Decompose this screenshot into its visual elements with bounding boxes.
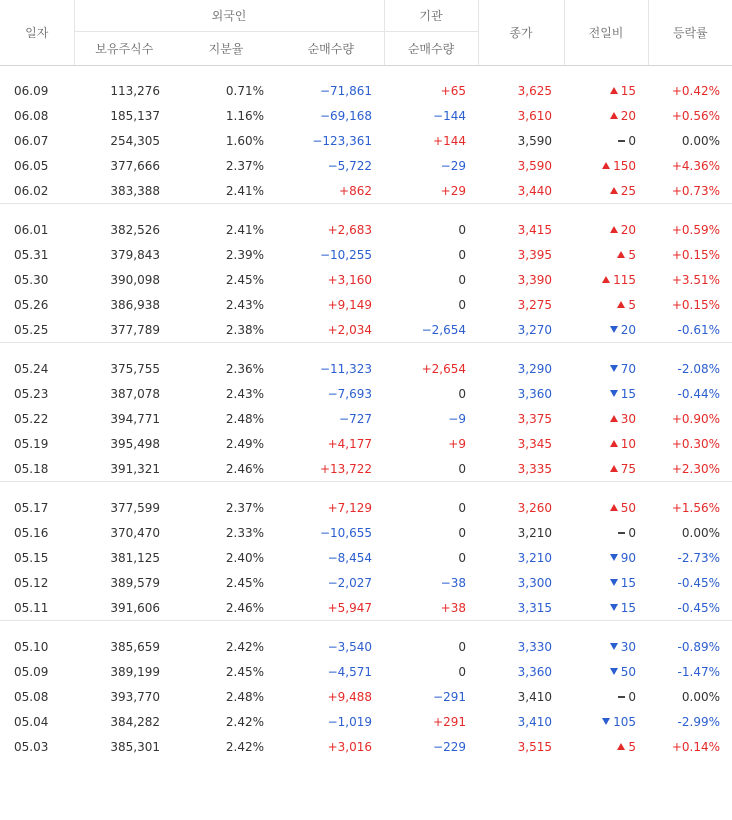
change-value: 50: [620, 500, 636, 515]
change-value: 50: [620, 664, 636, 679]
triangle-up-icon: [610, 504, 618, 511]
change-value: 15: [620, 83, 636, 98]
rate-cell: -0.89%: [677, 639, 720, 654]
triangle-up-icon: [602, 276, 610, 283]
close-price-cell: 3,390: [517, 272, 552, 287]
date-cell: 05.30: [14, 272, 49, 287]
change-value: 15: [620, 600, 636, 615]
table-row: [0, 153, 732, 178]
table-row: [0, 128, 732, 153]
change-cell: [564, 292, 648, 317]
rate-cell: -2.99%: [677, 714, 720, 729]
ratio-cell: 2.41%: [225, 183, 264, 198]
close-price-cell: 3,415: [517, 222, 552, 237]
date-cell: 06.05: [14, 158, 49, 173]
institution-net-cell: 0: [458, 222, 466, 237]
holdings-cell: 389,579: [110, 575, 160, 590]
foreign-net-cell: +2,683: [327, 222, 372, 237]
foreign-net-cell: +3,160: [327, 272, 372, 287]
foreign-net-cell: −7,693: [327, 386, 372, 401]
close-price-cell: 3,360: [517, 386, 552, 401]
change-value: 10: [620, 436, 636, 451]
table-row: [0, 356, 732, 381]
foreign-net-cell: −69,168: [319, 108, 372, 123]
table-row: [0, 217, 732, 242]
triangle-down-icon: [610, 604, 618, 611]
date-cell: 05.18: [14, 461, 49, 476]
group-separator: [0, 482, 732, 496]
change-value: 5: [628, 297, 636, 312]
ratio-cell: 2.38%: [225, 322, 264, 337]
change-value: 150: [613, 158, 636, 173]
institution-net-cell: +65: [440, 83, 466, 98]
institution-net-cell: +2,654: [421, 361, 466, 376]
change-value: 90: [620, 550, 636, 565]
close-price-cell: 3,260: [517, 500, 552, 515]
holdings-cell: 387,078: [110, 386, 160, 401]
group-separator: [0, 66, 732, 79]
rate-cell: +2.30%: [671, 461, 720, 476]
foreign-net-cell: −2,027: [327, 575, 372, 590]
table-row: [0, 684, 732, 709]
date-cell: 05.26: [14, 297, 49, 312]
rate-cell: -2.73%: [677, 550, 720, 565]
institution-net-cell: 0: [458, 525, 466, 540]
change-cell: [564, 709, 648, 734]
triangle-up-icon: [610, 440, 618, 447]
foreign-net-cell: +5,947: [327, 600, 372, 615]
foreign-net-cell: +13,722: [319, 461, 372, 476]
close-price-cell: 3,315: [517, 600, 552, 615]
close-price-cell: 3,270: [517, 322, 552, 337]
change-value: 30: [620, 639, 636, 654]
close-price-cell: 3,410: [517, 689, 552, 704]
rate-cell: -1.47%: [677, 664, 720, 679]
holdings-cell: 375,755: [110, 361, 160, 376]
rate-cell: -0.44%: [677, 386, 720, 401]
triangle-up-icon: [610, 465, 618, 472]
triangle-up-icon: [610, 87, 618, 94]
holdings-cell: 113,276: [110, 83, 160, 98]
ratio-cell: 2.37%: [225, 158, 264, 173]
change-value: 5: [628, 739, 636, 754]
ratio-cell: 2.45%: [225, 272, 264, 287]
table-row: [0, 495, 732, 520]
close-price-cell: 3,440: [517, 183, 552, 198]
date-cell: 05.25: [14, 322, 49, 337]
table-row: [0, 78, 732, 103]
ratio-cell: 1.16%: [225, 108, 264, 123]
holdings-cell: 377,666: [110, 158, 160, 173]
table-row: [0, 267, 732, 292]
separator-cell: [0, 343, 732, 357]
ratio-cell: 1.60%: [225, 133, 264, 148]
table-row: [0, 317, 732, 343]
institution-net-cell: −291: [433, 689, 466, 704]
triangle-up-icon: [610, 112, 618, 119]
rate-cell: +3.51%: [671, 272, 720, 287]
ratio-cell: 2.45%: [225, 575, 264, 590]
close-price-cell: 3,625: [517, 83, 552, 98]
ratio-cell: 2.43%: [225, 386, 264, 401]
close-price-cell: 3,210: [517, 525, 552, 540]
table-row: [0, 595, 732, 621]
change-cell: [564, 242, 648, 267]
foreign-net-cell: −727: [339, 411, 372, 426]
change-value: 30: [620, 411, 636, 426]
date-cell: 05.16: [14, 525, 49, 540]
table-row: [0, 709, 732, 734]
rate-cell: +0.59%: [671, 222, 720, 237]
change-value: 70: [620, 361, 636, 376]
header-net-institution: 순매수량: [384, 32, 478, 66]
triangle-up-icon: [610, 415, 618, 422]
change-cell: [564, 431, 648, 456]
holdings-cell: 384,282: [110, 714, 160, 729]
triangle-down-icon: [610, 365, 618, 372]
close-price-cell: 3,275: [517, 297, 552, 312]
close-price-cell: 3,590: [517, 158, 552, 173]
ratio-cell: 2.33%: [225, 525, 264, 540]
ratio-cell: 2.45%: [225, 664, 264, 679]
rate-cell: +0.15%: [671, 247, 720, 262]
change-cell: [564, 456, 648, 482]
group-separator: [0, 343, 732, 357]
triangle-down-icon: [610, 579, 618, 586]
institution-net-cell: −38: [440, 575, 466, 590]
institution-net-cell: 0: [458, 500, 466, 515]
foreign-net-cell: +3,016: [327, 739, 372, 754]
rate-cell: +1.56%: [671, 500, 720, 515]
institution-net-cell: 0: [458, 664, 466, 679]
change-cell: [564, 103, 648, 128]
date-cell: 05.08: [14, 689, 49, 704]
change-value: 5: [628, 247, 636, 262]
change-value: 0: [628, 133, 636, 148]
holdings-cell: 185,137: [110, 108, 160, 123]
change-cell: [564, 734, 648, 759]
date-cell: 05.15: [14, 550, 49, 565]
separator-cell: [0, 204, 732, 218]
change-cell: [564, 178, 648, 204]
change-cell: [564, 128, 648, 153]
table-row: [0, 292, 732, 317]
change-value: 0: [628, 689, 636, 704]
date-cell: 06.02: [14, 183, 49, 198]
institution-net-cell: −9: [448, 411, 466, 426]
ratio-cell: 2.42%: [225, 739, 264, 754]
holdings-cell: 393,770: [110, 689, 160, 704]
triangle-up-icon: [610, 226, 618, 233]
change-value: 20: [620, 222, 636, 237]
header-foreign: 외국인: [74, 0, 384, 32]
holdings-cell: 389,199: [110, 664, 160, 679]
group-separator: [0, 621, 732, 635]
institution-net-cell: −29: [440, 158, 466, 173]
change-cell: [564, 217, 648, 242]
close-price-cell: 3,290: [517, 361, 552, 376]
date-cell: 05.17: [14, 500, 49, 515]
foreign-net-cell: −10,255: [319, 247, 372, 262]
institution-net-cell: +9: [448, 436, 466, 451]
change-value: 20: [620, 322, 636, 337]
foreign-net-cell: −5,722: [327, 158, 372, 173]
change-value: 25: [620, 183, 636, 198]
holdings-cell: 395,498: [110, 436, 160, 451]
date-cell: 05.04: [14, 714, 49, 729]
date-cell: 05.10: [14, 639, 49, 654]
change-cell: [564, 545, 648, 570]
date-cell: 05.31: [14, 247, 49, 262]
header-holdings: 보유주식수: [74, 32, 174, 66]
foreign-net-cell: +7,129: [327, 500, 372, 515]
close-price-cell: 3,335: [517, 461, 552, 476]
foreign-net-cell: −11,323: [319, 361, 372, 376]
triangle-up-icon: [617, 743, 625, 750]
date-cell: 06.08: [14, 108, 49, 123]
ratio-cell: 2.42%: [225, 714, 264, 729]
change-value: 0: [628, 525, 636, 540]
close-price-cell: 3,375: [517, 411, 552, 426]
foreign-net-cell: −8,454: [327, 550, 372, 565]
holdings-cell: 379,843: [110, 247, 160, 262]
date-cell: 06.01: [14, 222, 49, 237]
change-value: 15: [620, 575, 636, 590]
change-cell: [564, 153, 648, 178]
change-cell: [564, 381, 648, 406]
ratio-cell: 0.71%: [225, 83, 264, 98]
separator-cell: [0, 482, 732, 496]
institution-net-cell: +38: [440, 600, 466, 615]
separator-cell: [0, 66, 732, 79]
rate-cell: +0.73%: [671, 183, 720, 198]
holdings-cell: 377,599: [110, 500, 160, 515]
close-price-cell: 3,300: [517, 575, 552, 590]
close-price-cell: 3,395: [517, 247, 552, 262]
rate-cell: -2.08%: [677, 361, 720, 376]
triangle-up-icon: [617, 251, 625, 258]
ratio-cell: 2.39%: [225, 247, 264, 262]
header-date: 일자: [0, 0, 74, 66]
triangle-down-icon: [610, 643, 618, 650]
institution-net-cell: 0: [458, 272, 466, 287]
rate-cell: +0.42%: [671, 83, 720, 98]
change-value: 75: [620, 461, 636, 476]
table-row: [0, 381, 732, 406]
change-cell: [564, 495, 648, 520]
close-price-cell: 3,610: [517, 108, 552, 123]
rate-cell: +0.30%: [671, 436, 720, 451]
ratio-cell: 2.42%: [225, 639, 264, 654]
foreign-net-cell: −71,861: [319, 83, 372, 98]
foreign-net-cell: +4,177: [327, 436, 372, 451]
header-institution: 기관: [384, 0, 478, 32]
close-price-cell: 3,410: [517, 714, 552, 729]
institution-net-cell: 0: [458, 247, 466, 262]
flat-dash-icon: [618, 696, 625, 698]
triangle-down-icon: [602, 718, 610, 725]
rate-cell: +0.90%: [671, 411, 720, 426]
triangle-up-icon: [617, 301, 625, 308]
triangle-down-icon: [610, 390, 618, 397]
change-value: 115: [613, 272, 636, 287]
table-body: [0, 66, 732, 760]
holdings-cell: 377,789: [110, 322, 160, 337]
holdings-cell: 383,388: [110, 183, 160, 198]
table-row: [0, 456, 732, 482]
holdings-cell: 391,321: [110, 461, 160, 476]
change-cell: [564, 520, 648, 545]
holdings-cell: 391,606: [110, 600, 160, 615]
date-cell: 05.19: [14, 436, 49, 451]
holdings-cell: 394,771: [110, 411, 160, 426]
rate-cell: +0.14%: [671, 739, 720, 754]
close-price-cell: 3,590: [517, 133, 552, 148]
group-separator: [0, 204, 732, 218]
date-cell: 05.09: [14, 664, 49, 679]
holdings-cell: 385,301: [110, 739, 160, 754]
table-row: [0, 659, 732, 684]
date-cell: 05.23: [14, 386, 49, 401]
date-cell: 05.12: [14, 575, 49, 590]
ratio-cell: 2.40%: [225, 550, 264, 565]
foreign-net-cell: −3,540: [327, 639, 372, 654]
ratio-cell: 2.46%: [225, 600, 264, 615]
date-cell: 05.24: [14, 361, 49, 376]
change-value: 15: [620, 386, 636, 401]
rate-cell: 0.00%: [681, 133, 720, 148]
rate-cell: +0.15%: [671, 297, 720, 312]
ratio-cell: 2.41%: [225, 222, 264, 237]
table-row: [0, 634, 732, 659]
triangle-up-icon: [610, 187, 618, 194]
change-value: 105: [613, 714, 636, 729]
table-row: [0, 520, 732, 545]
close-price-cell: 3,330: [517, 639, 552, 654]
rate-cell: -0.61%: [677, 322, 720, 337]
change-cell: [564, 659, 648, 684]
flat-dash-icon: [618, 532, 625, 534]
holdings-cell: 390,098: [110, 272, 160, 287]
triangle-down-icon: [610, 554, 618, 561]
change-cell: [564, 267, 648, 292]
header-close: 종가: [478, 0, 564, 66]
institution-net-cell: 0: [458, 461, 466, 476]
institution-net-cell: 0: [458, 550, 466, 565]
close-price-cell: 3,360: [517, 664, 552, 679]
institution-net-cell: −229: [433, 739, 466, 754]
foreign-net-cell: −4,571: [327, 664, 372, 679]
table-row: [0, 242, 732, 267]
ratio-cell: 2.36%: [225, 361, 264, 376]
foreign-net-cell: +9,488: [327, 689, 372, 704]
close-price-cell: 3,345: [517, 436, 552, 451]
table-row: [0, 570, 732, 595]
holdings-cell: 381,125: [110, 550, 160, 565]
foreign-net-cell: +9,149: [327, 297, 372, 312]
holdings-cell: 385,659: [110, 639, 160, 654]
ratio-cell: 2.43%: [225, 297, 264, 312]
change-value: 20: [620, 108, 636, 123]
ratio-cell: 2.49%: [225, 436, 264, 451]
table-row: [0, 103, 732, 128]
header-rate: 등락률: [648, 0, 732, 66]
holdings-cell: 386,938: [110, 297, 160, 312]
table-row: [0, 545, 732, 570]
date-cell: 05.11: [14, 600, 49, 615]
separator-cell: [0, 621, 732, 635]
header-change: 전일비: [564, 0, 648, 66]
rate-cell: -0.45%: [677, 575, 720, 590]
close-price-cell: 3,210: [517, 550, 552, 565]
foreign-net-cell: −1,019: [327, 714, 372, 729]
institution-net-cell: 0: [458, 297, 466, 312]
change-cell: [564, 406, 648, 431]
rate-cell: -0.45%: [677, 600, 720, 615]
change-cell: [564, 684, 648, 709]
date-cell: 05.03: [14, 739, 49, 754]
table-row: [0, 406, 732, 431]
foreign-net-cell: −123,361: [312, 133, 372, 148]
foreign-net-cell: +2,034: [327, 322, 372, 337]
institution-net-cell: −2,654: [421, 322, 466, 337]
holdings-cell: 370,470: [110, 525, 160, 540]
institution-net-cell: 0: [458, 639, 466, 654]
rate-cell: +0.56%: [671, 108, 720, 123]
date-cell: 05.22: [14, 411, 49, 426]
table-row: [0, 178, 732, 204]
triangle-down-icon: [610, 668, 618, 675]
institution-net-cell: −144: [433, 108, 466, 123]
change-cell: [564, 356, 648, 381]
ratio-cell: 2.48%: [225, 689, 264, 704]
rate-cell: 0.00%: [681, 689, 720, 704]
change-cell: [564, 78, 648, 103]
rate-cell: 0.00%: [681, 525, 720, 540]
table-row: [0, 734, 732, 759]
holdings-cell: 254,305: [110, 133, 160, 148]
change-cell: [564, 317, 648, 343]
triangle-up-icon: [602, 162, 610, 169]
header-ratio: 지분율: [174, 32, 278, 66]
date-cell: 06.07: [14, 133, 49, 148]
date-cell: 06.09: [14, 83, 49, 98]
ratio-cell: 2.48%: [225, 411, 264, 426]
ratio-cell: 2.37%: [225, 500, 264, 515]
institution-net-cell: +29: [440, 183, 466, 198]
header-net-foreign: 순매수량: [278, 32, 384, 66]
ratio-cell: 2.46%: [225, 461, 264, 476]
triangle-down-icon: [610, 326, 618, 333]
rate-cell: +4.36%: [671, 158, 720, 173]
foreign-net-cell: +862: [339, 183, 372, 198]
flat-dash-icon: [618, 140, 625, 142]
institution-net-cell: 0: [458, 386, 466, 401]
institution-net-cell: +144: [433, 133, 466, 148]
holdings-cell: 382,526: [110, 222, 160, 237]
table-row: [0, 431, 732, 456]
change-cell: [564, 634, 648, 659]
close-price-cell: 3,515: [517, 739, 552, 754]
institution-net-cell: +291: [433, 714, 466, 729]
foreign-net-cell: −10,655: [319, 525, 372, 540]
change-cell: [564, 595, 648, 621]
change-cell: [564, 570, 648, 595]
